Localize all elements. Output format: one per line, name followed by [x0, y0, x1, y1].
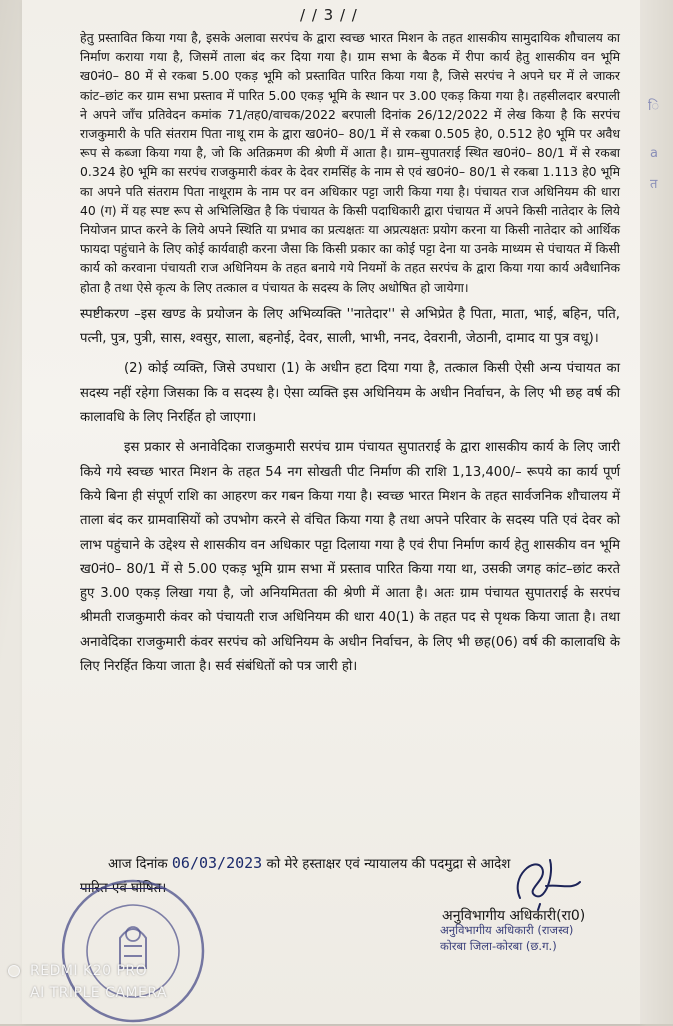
- officer-title: अनुविभागीय अधिकारी(रा0): [442, 908, 586, 924]
- order-date: 06/03/2023: [171, 854, 263, 872]
- seal-line: अनुविभागीय अधिकारी (राजस्व): [440, 923, 574, 937]
- paragraph-conclusion: इस प्रकार से अनावेदिका राजकुमारी सरपंच ग्राम पंचायत सुपातराई के द्वारा शासकीय कार्य के लिए जारी किये गये स्वच्छ भारत मिशन के तहत 54 नग सोखती पीट निर्माण की राशि 1,13,400/– रूपये का कार्य पूर्ण किये बिना ही संपूर्ण राशि का आहरण कर गबन किया गया है। स्वच्छ भारत मिशन के तहत सार्वजनिक शौचालय में ताला बंद कर ग्रामवासियों को उपभोग करने से वंचित किया गया है तथा अपने परिवार के सदस्य पति एवं देवर को लाभ पहुंचाने के उद्देश्य से शासकीय वन अधिकार पट्टा दिलाया गया है एवं रीपा निर्माण कार्य हेतु शासकीय वन भूमि ख0नं0– 80/1 में से 5.00 एकड़ भूमि ग्राम सभा में प्रस्ताव पारित किया गया था, उसकी जगह कांट–छांट करते हुए 3.00 एकड़ लिखा गया है, जो अनियमितता की श्रेणी में आता है। अतः ग्राम पंचायत सुपातराई के सरपंच श्रीमती राजकुमारी कंवर को पंचायती राज अधिनियम की धारा 40(1) के तहत पद से पृथक किया जाता है। तथा अनावेदिका राजकुमारी कंवर सरपंच को अधिनियम के अधीन निर्वाचन, के लिए भी छह(06) वर्ष की कालावधि के लिए निरर्हित किया जाता है। सर्व संबंधितों को पत्र जारी हो।: [80, 440, 620, 674]
- camera-watermark-icon: [8, 965, 20, 977]
- page-number: / / 3 / /: [300, 6, 358, 24]
- order-body: [80, 28, 620, 685]
- order-date-prefix: आज दिनांक: [108, 857, 168, 872]
- paragraph-findings: हेतु प्रस्तावित किया गया है, इसके अलावा सरपंच के द्वारा स्वच्छ भारत मिशन के तहत शासकीय सामुदायिक शौचालय का निर्माण कराया गया है, जिसमें ताला बंद कर दिया गया है। ग्राम सभा के बैठक में रीपा कार्य हेतु शासकीय वन भूमि ख0नं0– 80 में से रकबा 5.00 एकड़ भूमि को प्रस्तावित पारित किया गया है, जिसे सरपंच ने अपने घर में ले जाकर कांट–छांट कर ग्राम सभा प्रस्ताव में पारित 5.00 एकड़ भूमि के स्थान पर 3.00 एकड़ किया गया है। तहसीलदार बरपाली ने अपने जॉंच प्रतिवेदन कमांक 71/तह0/वाचक/2022 बरपाली दिनांक 26/12/2022 में लेख किया है कि सरपंच राजकुमारी के पति संतराम पिता नाथू राम के द्वारा ख0नं0– 80/1 में से रकबा 0.505 हे0, 0.512 हे0 भूमि पर अवैध रूप से कब्जा किया गया है, जो कि अतिक्रमण की श्रेणी में आता है। ग्राम–सुपातराई स्थित ख0नं0– 80/1 में से रकबा 0.324 हे0 भूमि का सरपंच राजकुमारी कंवर के देवर रामसिंह के नाम से एवं ख0नं0– 80/1 से रकबा 1.113 हे0 भूमि का अपने पति संतराम पिता नाथूराम के नाम पर वन अधिकार पट्टा जारी किया गया है। पंचायत राज अधिनियम की धारा 40 (ग) में यह स्पष्ट रूप से अभिलिखित है कि पंचायत के किसी पदाधिकारी द्वारा पंचायत में अपने किसी नातेदार के लिये नियोजन प्राप्त करने के लिये अपने स्थिति या प्रभाव का प्रत्यक्षतः या अप्रत्यक्षतः प्रयोग करना या किसी नातेदार को आर्थिक फायदा पहुंचाने के लिए कोई कार्यवाही करना जैसा कि किसी प्रकार का कोई पट्टा देना या उनके माध्यम से पंचायत में किसी कार्य को करवाना पंचायती राज अधिनियम के तहत बनाये गये नियमों के तहत सरपंच के द्वारा किया गया कार्य अवैधानिक होता है तथा ऐसे कृत्य के लिए तत्काल व पंचायत के सदस्य के लिए अधोषित हो जायेगा।: [80, 30, 620, 295]
- paragraph-subsection-2: (2) कोई व्यक्ति, जिसे उपधारा (1) के अधीन हटा दिया गया है, तत्काल किसी ऐसी अन्य पंचायत का सदस्य नहीं रहेगा जिसका कि व सदस्य है। ऐसा व्यक्ति इस अधिनियम के अधीन निर्वाचन, के लिए भी छह वर्ष की कालावधि के लिए निरर्हित हो जाएगा।: [80, 361, 620, 426]
- order-date-suffix: को मेरे हस्ताक्षर एवं न्यायालय की पदमुद्रा से आदेश: [266, 857, 511, 872]
- next-page-edge: [640, 0, 673, 1024]
- passed-declared: पारित एवं घोषित।: [80, 881, 167, 896]
- seal-line: कोरबा जिला-कोरबा (छ.ग.): [440, 939, 557, 953]
- order-date-line: [108, 854, 510, 872]
- margin-mark: ि: [648, 99, 660, 114]
- camera-watermark: REDMI K20 PRO AI TRIPLE CAMERA: [30, 963, 168, 1001]
- officer-seal: [440, 922, 640, 954]
- margin-mark: a: [650, 146, 658, 161]
- margin-mark: त: [650, 177, 658, 192]
- paragraph-explanation: स्पष्टीकरण –इस खण्ड के प्रयोजन के लिए अभिव्यक्ति ''नातेदार'' से अभिप्रेत है पिता, माता, भाई, बहिन, पति, पत्नी, पुत्र, पुत्री, सास, श्वसुर, साला, बहनोई, देवर, साली, भाभी, ननद, देवरानी, जेठानी, दामाद या पुत्र वधू)।: [80, 306, 620, 347]
